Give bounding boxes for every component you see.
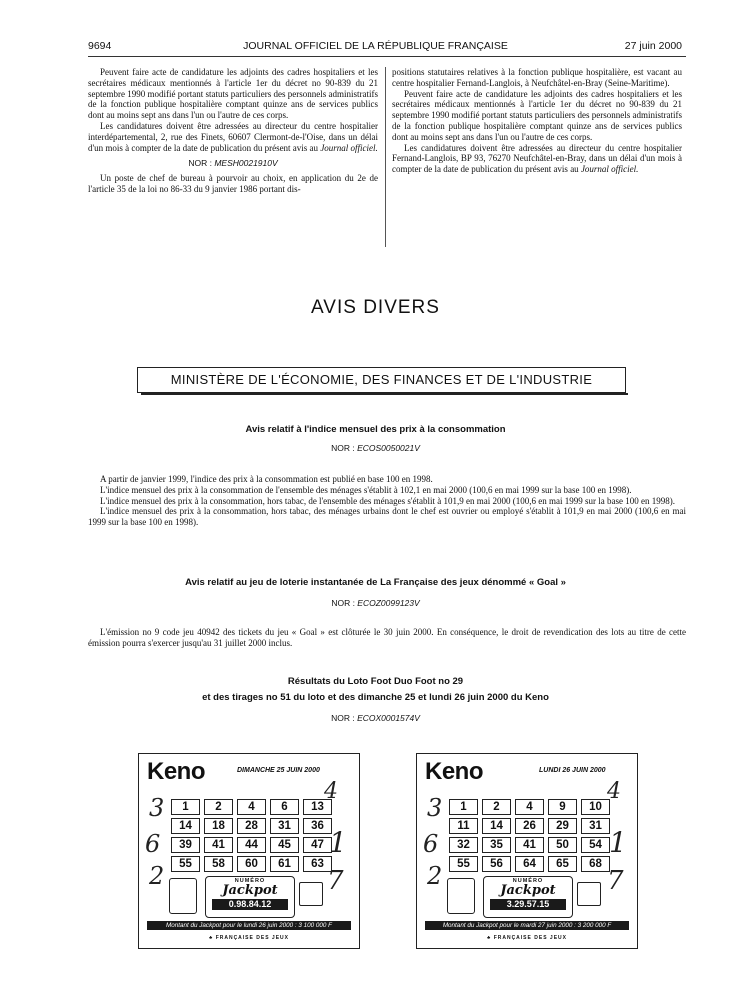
number-grid xyxy=(449,799,610,872)
left-column xyxy=(88,67,378,195)
header-rule xyxy=(88,56,686,57)
handwritten-digit: 3 xyxy=(427,794,443,822)
drawn-number: 39 xyxy=(171,837,200,853)
drawn-number: 41 xyxy=(204,837,233,853)
drawn-number: 35 xyxy=(482,837,511,853)
drawn-number: 13 xyxy=(303,799,332,815)
drawn-number: 4 xyxy=(237,799,266,815)
ticket-date: DIMANCHE 25 JUIN 2000 xyxy=(237,767,320,774)
handwritten-digit: 6 xyxy=(423,830,439,858)
body-paragraph: L'indice mensuel des prix à la consommation, hors tabac, de l'ensemble des ménages s'établit à 101,9 en mai 2000 (100,6 en mai 1999 sur la base 100 en 1998). xyxy=(100,495,675,506)
drawn-number: 63 xyxy=(303,856,332,872)
keno-logo: Keno xyxy=(147,758,205,785)
handwritten-digit: 4 xyxy=(607,779,621,804)
jackpot-box xyxy=(483,876,573,918)
drawn-number: 2 xyxy=(204,799,233,815)
handwritten-digit: 7 xyxy=(327,866,344,896)
drawn-number: 44 xyxy=(237,837,266,853)
drawn-number: 11 xyxy=(449,818,478,834)
numero-label: NUMÉRO xyxy=(234,878,266,884)
drawn-number: 9 xyxy=(548,799,577,815)
drawn-number: 1 xyxy=(171,799,200,815)
handwritten-digit: 2 xyxy=(149,862,165,890)
drawn-number: 47 xyxy=(303,837,332,853)
drawn-number: 26 xyxy=(515,818,544,834)
drawn-number: 32 xyxy=(449,837,478,853)
body-paragraph: A partir de janvier 1999, l'indice des prix à la consommation est publié en base 100 en 1998. xyxy=(100,474,433,484)
handwritten-digit: 1 xyxy=(329,826,347,859)
drawn-number: 45 xyxy=(270,837,299,853)
handwritten-digit: 3 xyxy=(149,794,165,822)
nor-reference: NOR : MESH0021910V xyxy=(188,158,278,169)
drawn-number: 58 xyxy=(204,856,233,872)
ministry-box-shadow xyxy=(141,393,628,395)
screen-icon xyxy=(577,882,601,906)
nor-reference: NOR : ECOX0001574V xyxy=(331,713,420,723)
phone-icon xyxy=(169,878,197,914)
body-paragraph: L'émission no 9 code jeu 40942 des tickets du jeu « Goal » est clôturée le 30 juin 2000. En conséquence, le droit de revendication des lots au titre de cette émission pourra s'exercer jusqu'au 31 juillet 2000 inclus. xyxy=(88,627,686,648)
drawn-number: 65 xyxy=(548,856,577,872)
column-divider xyxy=(385,67,386,247)
body-paragraph: L'indice mensuel des prix à la consommation de l'ensemble des ménages s'établit à 102,1 en mai 2000 (100,6 en mai 1999 sur la base 100 en 1998). xyxy=(100,484,632,495)
drawn-number: 60 xyxy=(237,856,266,872)
drawn-number: 1 xyxy=(449,799,478,815)
journal-title: JOURNAL OFFICIEL DE LA RÉPUBLIQUE FRANÇAISE xyxy=(243,40,508,52)
drawn-number: 14 xyxy=(171,818,200,834)
jackpot-number: 3.29.57.15 xyxy=(490,899,566,910)
fdj-logo: ♣ FRANÇAISE DES JEUX xyxy=(487,935,567,941)
section-heading: Résultats du Loto Foot Duo Foot no 29 xyxy=(287,676,464,687)
handwritten-digit: 2 xyxy=(427,862,443,890)
drawn-number: 68 xyxy=(581,856,610,872)
drawn-number: 31 xyxy=(270,818,299,834)
section-body xyxy=(88,474,686,528)
drawn-number: 28 xyxy=(237,818,266,834)
right-column xyxy=(392,67,682,175)
section-heading: Avis relatif au jeu de loterie instantanée de La Française des jeux dénommé « Goal » xyxy=(185,577,566,588)
number-grid xyxy=(171,799,332,872)
keno-logo: Keno xyxy=(425,758,483,785)
handwritten-digit: 4 xyxy=(324,779,338,804)
drawn-number: 56 xyxy=(482,856,511,872)
drawn-number: 31 xyxy=(581,818,610,834)
ministry-box: MINISTÈRE DE L'ÉCONOMIE, DES FINANCES ET DE L'INDUSTRIE xyxy=(137,367,626,393)
right-paragraph: Peuvent faire acte de candidature les adjoints des cadres hospitaliers et les secrétaires médicaux mentionnés à l'article 1er du décret no 90-839 du 21 septembre 1990 modifié portant statuts particuliers des personnels administratifs de la fonction publique hospitalière comptant quinze ans de services publics dont au moins sept ans dans l'un ou l'autre de ces corps. xyxy=(392,88,682,142)
drawn-number: 36 xyxy=(303,818,332,834)
nor-reference: NOR : ECOZ0099123V xyxy=(331,598,420,608)
drawn-number: 55 xyxy=(449,856,478,872)
drawn-number: 10 xyxy=(581,799,610,815)
section-body xyxy=(88,627,686,649)
nor-reference: NOR : ECOS0050021V xyxy=(331,443,420,453)
numero-label: NUMÉRO xyxy=(512,878,544,884)
handwritten-digit: 6 xyxy=(145,830,161,858)
drawn-number: 6 xyxy=(270,799,299,815)
drawn-number: 55 xyxy=(171,856,200,872)
jackpot-number: 0.98.84.12 xyxy=(212,899,288,910)
drawn-number: 29 xyxy=(548,818,577,834)
jackpot-label: Jackpot xyxy=(222,883,278,898)
left-paragraph: Peuvent faire acte de candidature les adjoints des cadres hospitaliers et les secrétaires médicaux mentionnés à l'article 1er du décret no 90-839 du 21 septembre 1990 modifié portant statuts particuliers des personnels administratifs de la fonction publique hospitalière comptant quinze ans de services publics dont au moins sept ans dans l'un ou l'autre de ces corps. xyxy=(88,67,378,121)
drawn-number: 64 xyxy=(515,856,544,872)
jackpot-box xyxy=(205,876,295,918)
avis-divers-title: AVIS DIVERS xyxy=(311,297,440,318)
drawn-number: 2 xyxy=(482,799,511,815)
handwritten-digit: 7 xyxy=(607,866,624,896)
section-heading: Avis relatif à l'indice mensuel des prix à la consommation xyxy=(245,424,506,435)
drawn-number: 4 xyxy=(515,799,544,815)
left-paragraph: Un poste de chef de bureau à pourvoir au choix, en application du 2e de l'article 35 de la loi no 86-33 du 9 janvier 1986 portant dis- xyxy=(88,173,378,194)
jackpot-amount-band: Montant du Jackpot pour le mardi 27 juin 2000 : 3 200 000 F xyxy=(425,921,629,930)
jackpot-amount-band: Montant du Jackpot pour le lundi 26 juin 2000 : 3 100 000 F xyxy=(147,921,351,930)
drawn-number: 18 xyxy=(204,818,233,834)
drawn-number: 61 xyxy=(270,856,299,872)
ticket-date: LUNDI 26 JUIN 2000 xyxy=(539,767,606,774)
phone-icon xyxy=(447,878,475,914)
drawn-number: 14 xyxy=(482,818,511,834)
keno-ticket xyxy=(416,753,638,949)
handwritten-digit: 1 xyxy=(609,826,627,859)
header-date: 27 juin 2000 xyxy=(624,40,682,52)
drawn-number: 54 xyxy=(581,837,610,853)
jackpot-label: Jackpot xyxy=(500,883,556,898)
right-paragraph: Les candidatures doivent être adressées au directeur du centre hospitalier Fernand-Langlois, BP 93, 76270 Neufchâtel-en-Bray, dans un délai d'un mois à compter de la date de publication du présent avis au Journal officiel. xyxy=(392,142,682,175)
drawn-number: 50 xyxy=(548,837,577,853)
left-paragraph: Les candidatures doivent être adressées au directeur du centre hospitalier interdépartemental, 2, rue des Finets, 60607 Clermont-de-l'Oise, dans un délai d'un mois à compter de la date de publication du présent avis au Journal officiel. xyxy=(88,120,378,153)
section-heading: et des tirages no 51 du loto et des dimanche 25 et lundi 26 juin 2000 du Keno xyxy=(202,692,549,703)
body-paragraph: L'indice mensuel des prix à la consommation, hors tabac, des ménages urbains dont le chef est ouvrier ou employé s'établit à 101,9 en mai 2000 (100,6 en mai 1999 sur la base 100 en 1998). xyxy=(88,506,686,528)
fdj-logo: ♣ FRANÇAISE DES JEUX xyxy=(209,935,289,941)
drawn-number: 41 xyxy=(515,837,544,853)
screen-icon xyxy=(299,882,323,906)
keno-ticket xyxy=(138,753,360,949)
page-number: 9694 xyxy=(88,40,112,52)
right-paragraph: positions statutaires relatives à la fonction publique hospitalière, est vacant au centre hospitalier Fernand-Langlois, à Neufchâtel-en-Bray (Seine-Maritime). xyxy=(392,67,682,88)
